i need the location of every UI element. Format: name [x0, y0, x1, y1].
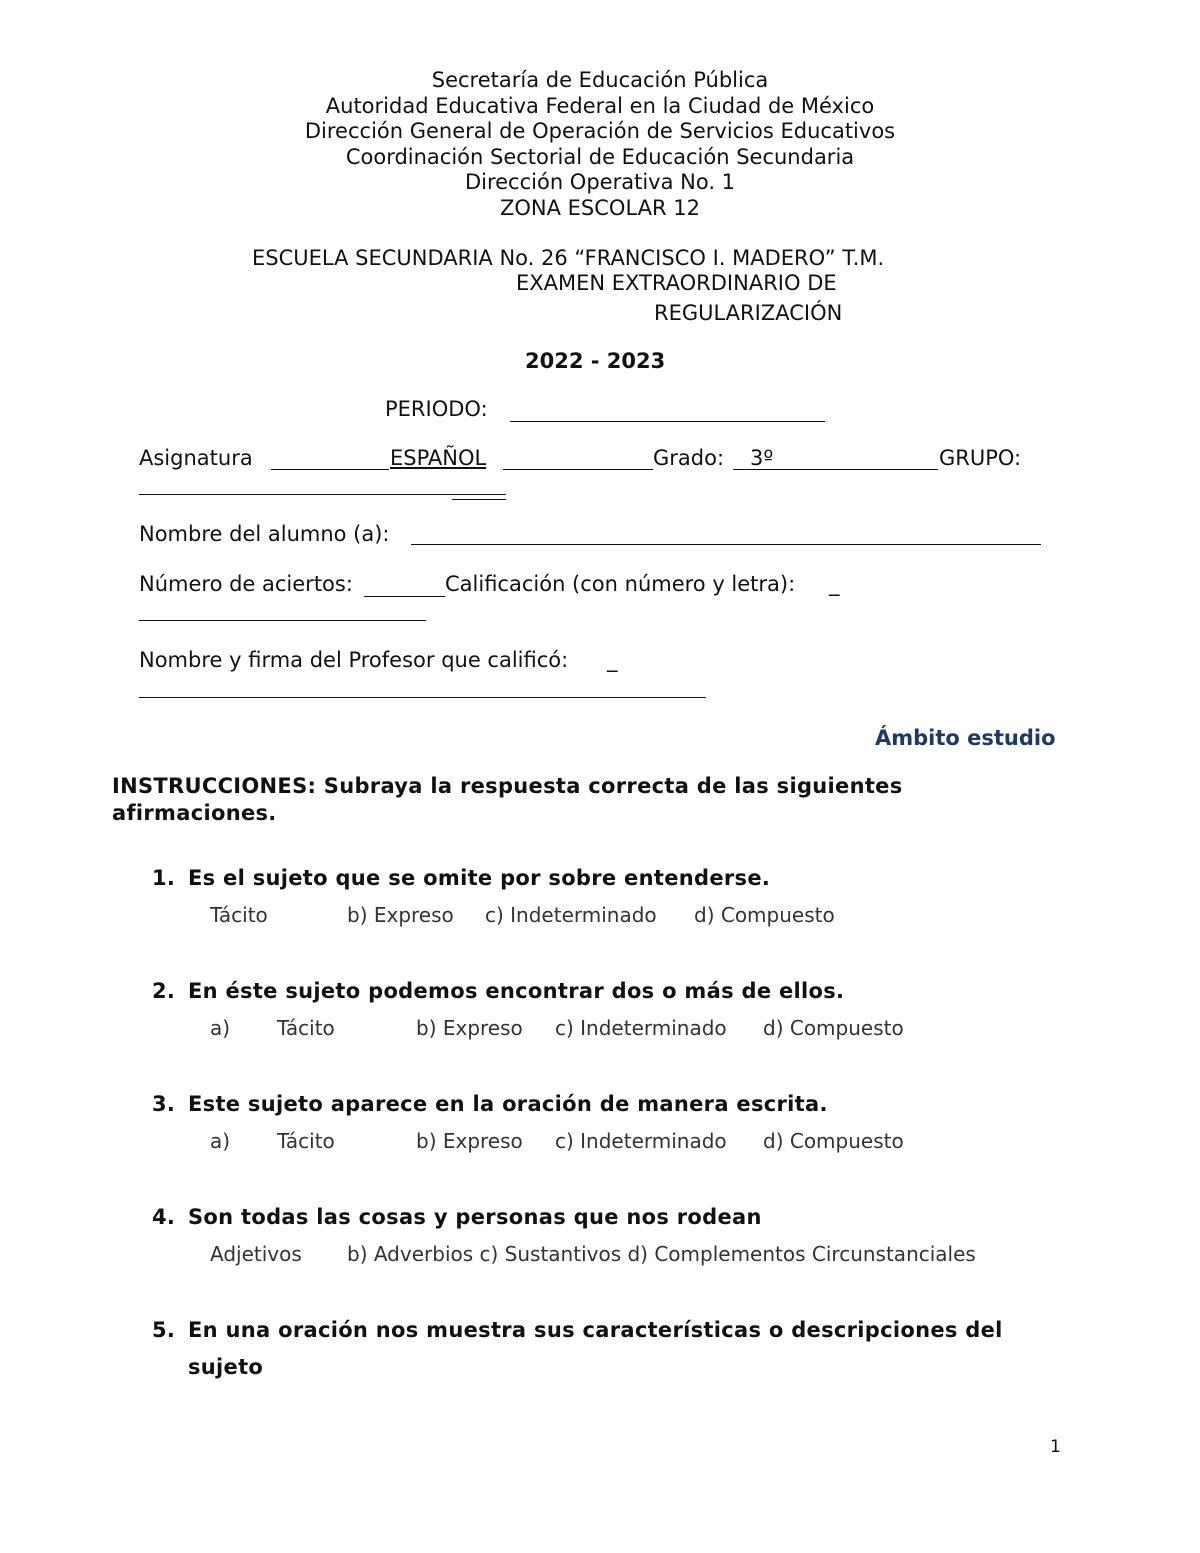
option[interactable]: d) Compuesto [763, 1129, 904, 1153]
exam-title-line-1: EXAMEN EXTRAORDINARIO DE [516, 271, 837, 295]
grupo-label: GRUPO: [939, 446, 1022, 470]
question-text-line-1: En una oración nos muestra sus características o descripciones del [188, 1318, 1003, 1342]
profesor-underscore: _ [607, 648, 618, 672]
asignatura-blank-right [503, 469, 653, 470]
header-line-5: Dirección Operativa No. 1 [464, 170, 736, 194]
option-letter: a) [210, 1129, 231, 1153]
header-line-1: Secretaría de Educación Pública [431, 68, 769, 92]
question-text: Son todas las cosas y personas que nos rodean [188, 1205, 762, 1229]
profesor-blank[interactable] [139, 697, 706, 698]
calificacion-label: Calificación (con número y letra): [445, 572, 796, 596]
calificacion-blank[interactable] [139, 620, 426, 621]
asignatura-value: ESPAÑOL [390, 446, 487, 470]
header-line-3: Dirección General de Operación de Servicios Educativos [304, 119, 896, 143]
question-text: Es el sujeto que se omite por sobre entenderse. [188, 866, 771, 890]
option[interactable]: d) Compuesto [763, 1016, 904, 1040]
aciertos-blank[interactable] [364, 596, 445, 597]
option[interactable]: c) Indeterminado [555, 1129, 727, 1153]
periodo-blank[interactable] [510, 421, 825, 422]
header-line-2: Autoridad Educativa Federal en la Ciudad de México [325, 94, 875, 118]
question-number: 4. [152, 1205, 176, 1229]
question-number: 1. [152, 866, 176, 890]
asignatura-label: Asignatura [139, 446, 253, 470]
grupo-blank-extra [452, 499, 506, 500]
header-line-4: Coordinación Sectorial de Educación Secundaria [345, 145, 855, 169]
option-letter: a) [210, 1016, 231, 1040]
grado-label: Grado: [653, 446, 725, 470]
question-text: En éste sujeto podemos encontrar dos o más de ellos. [188, 979, 845, 1003]
question-number: 5. [152, 1318, 176, 1342]
option[interactable]: Tácito [277, 1016, 335, 1040]
option[interactable]: b) Expreso [416, 1016, 523, 1040]
school-year: 2022 - 2023 [525, 349, 666, 373]
option[interactable]: Tácito [277, 1129, 335, 1153]
question-text-line-2: sujeto [188, 1355, 264, 1379]
page-number: 1 [1050, 1437, 1061, 1457]
option[interactable]: c) Indeterminado [555, 1016, 727, 1040]
alumno-label: Nombre del alumno (a): [139, 522, 390, 546]
option[interactable]: c) Indeterminado [485, 903, 657, 927]
instructions-line-2: afirmaciones. [112, 801, 277, 825]
alumno-blank[interactable] [411, 544, 1041, 545]
option[interactable]: b) Adverbios c) Sustantivos d) Complementos Circunstanciales [347, 1242, 976, 1266]
school-name: ESCUELA SECUNDARIA No. 26 “FRANCISCO I. MADERO” T.M. [252, 246, 885, 270]
calificacion-underscore: _ [829, 572, 840, 596]
grado-value: 3º [750, 446, 774, 470]
exam-title-line-2: REGULARIZACIÓN [654, 301, 843, 325]
question-number: 2. [152, 979, 176, 1003]
question-text: Este sujeto aparece en la oración de manera escrita. [188, 1092, 828, 1116]
question-number: 3. [152, 1092, 176, 1116]
asignatura-blank-left [271, 469, 389, 470]
header-line-6: ZONA ESCOLAR 12 [500, 196, 700, 220]
periodo-label: PERIODO: [385, 397, 488, 421]
grupo-blank[interactable] [139, 494, 506, 495]
option[interactable]: d) Compuesto [694, 903, 835, 927]
option[interactable]: Tácito [210, 903, 268, 927]
ambito-heading: Ámbito estudio [875, 726, 1056, 750]
instructions-line-1: INSTRUCCIONES: Subraya la respuesta correcta de las siguientes [112, 774, 903, 798]
option[interactable]: Adjetivos [210, 1242, 302, 1266]
aciertos-label: Número de aciertos: [139, 572, 353, 596]
option[interactable]: b) Expreso [416, 1129, 523, 1153]
profesor-label: Nombre y firma del Profesor que calificó: [139, 648, 569, 672]
option[interactable]: b) Expreso [347, 903, 454, 927]
